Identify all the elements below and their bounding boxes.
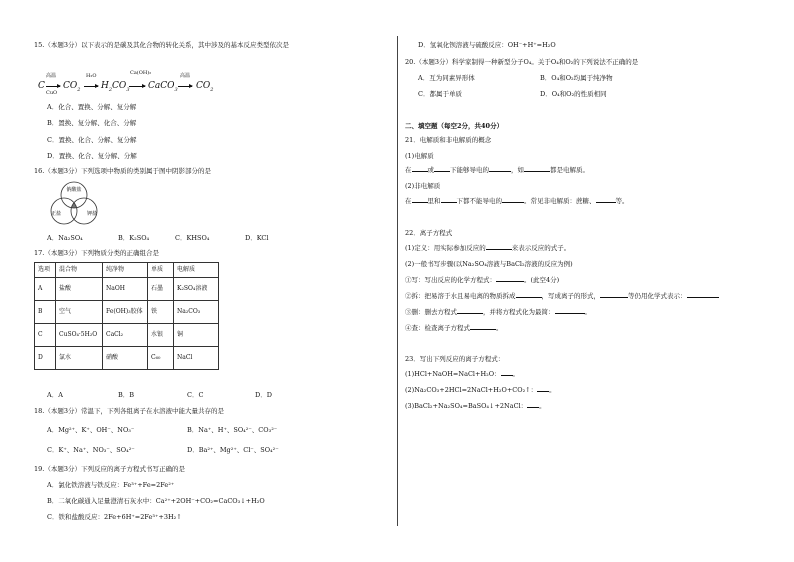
table-cell: 石墨 (148, 278, 174, 301)
blank-field[interactable] (687, 297, 719, 298)
q17-stem: 17.（本题3分）下列物质分类的正确组合是 (34, 249, 159, 257)
q16-stem: 16.（本题3分）下列选项中物质的类别属于图中阴影部分的是 (34, 167, 211, 175)
q21-line1: 在 或 下能够导电的 ，如 都是电解质。 (405, 166, 589, 174)
q21-stem: 21．电解质和非电解质的概念 (405, 136, 492, 144)
q19-option-b[interactable]: B．二氧化碳通入足量澄清石灰水中：Ca²⁺+2OH⁻+CO₂=CaCO₃↓+H₂O (47, 497, 265, 505)
table-cell: 盐酸 (56, 278, 103, 301)
table-row (35, 347, 219, 370)
q22-line1: (1)定义：用实际参加反应的 来表示反应的式子。 (405, 244, 571, 252)
table-cell: CaCl₂ (103, 324, 148, 347)
chain-co2-b: $CO_2$ (196, 81, 214, 93)
blank-field[interactable] (516, 297, 542, 298)
q20-option-a[interactable]: A．互为同素异形体 (418, 74, 475, 82)
q22-line2: (2)一般书写步骤(以Na₂SO₄溶液与BaCl₂溶液的反应为例) (405, 260, 573, 268)
blank-field[interactable] (457, 313, 483, 314)
q17-option-d[interactable]: D．D (255, 391, 272, 399)
q16-option-b[interactable]: B．K₂SO₄ (118, 234, 150, 242)
q20-stem: 20.（本题3分）科学家制得一种新型分子O₄。关于O₄和O₂的下列说法不正确的是 (405, 58, 639, 66)
blank-field[interactable] (600, 297, 628, 298)
q22-line3: ①写：写出反应的化学方程式： 。(此空4分) (405, 276, 560, 284)
table-cell: B (35, 301, 56, 324)
table-row (35, 301, 219, 324)
table-cell: A (35, 278, 56, 301)
q19-stem: 19.（本题3分）下列反应的离子方程式书写正确的是 (34, 465, 185, 473)
q20-option-b[interactable]: B．O₄和O₂均属于纯净物 (540, 74, 613, 82)
blank-field[interactable] (486, 249, 512, 250)
q17-option-b[interactable]: B．B (118, 391, 135, 399)
table-cell: CuSO₄·5H₂O (56, 324, 103, 347)
q23-item-3: (3)BaCl₂+Na₂SO₄=BaSO₄↓+2NaCl： 。 (405, 402, 546, 410)
q23-item-2: (2)Na₂CO₃+2HCl=2NaCl+H₂O+CO₂↑： 。 (405, 386, 556, 394)
q22-line5: ③删：删去方程式 ，并将方程式化为最简： 。 (405, 308, 591, 316)
q18-option-b[interactable]: B．Na⁺、H⁺、SO₄²⁻、CO₃²⁻ (187, 426, 278, 434)
q19-option-a[interactable]: A．氯化铁溶液与铁反应：Fe³⁺+Fe=2Fe²⁺ (47, 481, 175, 489)
table-cell: 空气 (56, 301, 103, 324)
blank-field[interactable] (470, 329, 496, 330)
table-header-cell: 电解质 (174, 263, 219, 278)
venn-diagram (42, 181, 106, 227)
blank-field[interactable] (496, 281, 524, 282)
venn-label-left: 正盐 (50, 211, 62, 217)
q16-option-a[interactable]: A．Na₂SO₄ (47, 234, 83, 242)
blank-field[interactable] (596, 202, 616, 203)
blank-field[interactable] (434, 171, 450, 172)
blank-field[interactable] (524, 171, 550, 172)
arrow-2 (84, 86, 98, 87)
q18-option-c[interactable]: C．K⁺、Na⁺、NO₃⁻、SO₄²⁻ (47, 446, 135, 454)
blank-field[interactable] (555, 313, 585, 314)
blank-field[interactable] (527, 407, 539, 408)
q15-option-b[interactable]: B．置换、复分解、化合、分解 (47, 119, 137, 127)
venn-label-top: 钠酸盐 (66, 187, 82, 193)
table-header-row (35, 263, 219, 278)
q15-option-c[interactable]: C．置换、化合、分解、复分解 (47, 136, 137, 144)
q15-conversion-chain (38, 72, 238, 100)
q17-option-a[interactable]: A．A (47, 391, 63, 399)
blank-field[interactable] (489, 171, 511, 172)
table-cell: C₆₀ (148, 347, 174, 370)
q23-stem: 23．写出下列反应的离子方程式： (405, 355, 505, 363)
q22-stem: 22．离子方程式 (405, 229, 453, 237)
q17-option-c[interactable]: C．C (187, 391, 204, 399)
blank-field[interactable] (502, 202, 524, 203)
q18-stem: 18.（本题3分）常温下，下列各组离子在水溶液中能大量共存的是 (34, 407, 224, 415)
q16-option-c[interactable]: C．KHSO₄ (175, 234, 210, 242)
chain-cond1-top: 高温 (46, 73, 57, 79)
arrow-3 (129, 86, 145, 87)
q22-line4: ②拆：把易溶于水且易电离的物质拆成 ，写成离子的形式， 等仍用化学式表示： (405, 293, 719, 300)
q23-item-1: (1)HCl+NaOH=NaCl+H₂O： 。 (405, 370, 520, 378)
table-cell: NaOH (103, 278, 148, 301)
arrow-1 (46, 86, 60, 87)
blank-field[interactable] (412, 202, 428, 203)
blank-field[interactable] (441, 202, 457, 203)
table-cell: 铜 (174, 324, 219, 347)
q21-sub1: (1)电解质 (405, 152, 434, 160)
chain-cond3-top: Ca(OH)₂ (130, 70, 152, 76)
blank-field[interactable] (501, 375, 513, 376)
table-header-cell: 选项 (35, 263, 56, 278)
table-cell: D (35, 347, 56, 370)
chain-cond1-bot: CuO (46, 90, 58, 96)
table-cell: Na₂CO₃ (174, 301, 219, 324)
table-cell: 铁 (148, 301, 174, 324)
q18-option-d[interactable]: D．Ba²⁺、Mg²⁺、Cl⁻、SO₄²⁻ (187, 446, 279, 454)
q16-option-d[interactable]: D．KCl (245, 234, 269, 242)
q21-sub2: (2)非电解质 (405, 182, 441, 190)
chain-caco3: CaCO$_3$ (148, 81, 178, 93)
table-header-cell: 混合物 (56, 263, 103, 278)
q22-line6: ④查：检查离子方程式 。 (405, 324, 503, 332)
table-cell: 氯水 (56, 347, 103, 370)
table-row (35, 278, 219, 301)
q20-option-c[interactable]: C．都属于单质 (418, 90, 462, 98)
table-cell: C (35, 324, 56, 347)
q15-option-a[interactable]: A．化合、置换、分解、复分解 (47, 103, 137, 111)
table-cell: NaCl (174, 347, 219, 370)
table-cell: 硝酸 (103, 347, 148, 370)
q18-option-a[interactable]: A．Mg²⁺、K⁺、OH⁻、NO₃⁻ (47, 426, 135, 434)
chain-h2co3: $H_2CO_3$ (101, 81, 130, 93)
blank-field[interactable] (412, 171, 428, 172)
table-row (35, 324, 219, 347)
blank-field[interactable] (537, 391, 549, 392)
table-header-cell: 纯净物 (103, 263, 148, 278)
table-header-cell: 单质 (148, 263, 174, 278)
chain-cond2-top: H₂O (86, 73, 97, 79)
table-cell: 水银 (148, 324, 174, 347)
chain-c: C (38, 81, 45, 91)
classification-table (34, 262, 219, 370)
q20-option-d[interactable]: D．O₄和O₂的性质相同 (540, 90, 607, 98)
section-fill-in-title: 二、填空题（每空2分，共40分） (405, 122, 504, 130)
column-divider (397, 36, 398, 526)
q21-line2: 在 里和 下都不能导电的 。常见非电解质：蔗糖、 等。 (405, 197, 629, 205)
chain-cond4-top: 高温 (180, 73, 191, 79)
venn-label-right: 钾盐 (86, 211, 98, 217)
arrow-4 (178, 86, 192, 87)
table-cell: Fe(OH)₃胶体 (103, 301, 148, 324)
q15-option-d[interactable]: D．置换、化合、复分解、分解 (47, 152, 137, 160)
q19-option-c[interactable]: C．铁和盐酸反应：2Fe+6H⁺=2Fe³⁺+3H₂↑ (47, 513, 182, 521)
table-cell: K₂SO₄溶液 (174, 278, 219, 301)
q15-stem: 15.（本题3分）以下表示的是碳及其化合物的转化关系，其中涉及的基本反应类型依次是 (34, 41, 289, 49)
chain-co2-a: $CO_2$ (63, 81, 81, 93)
q19-option-d[interactable]: D．氢氧化钡溶液与硫酸反应：OH⁻+H⁺=H₂O (418, 41, 556, 49)
